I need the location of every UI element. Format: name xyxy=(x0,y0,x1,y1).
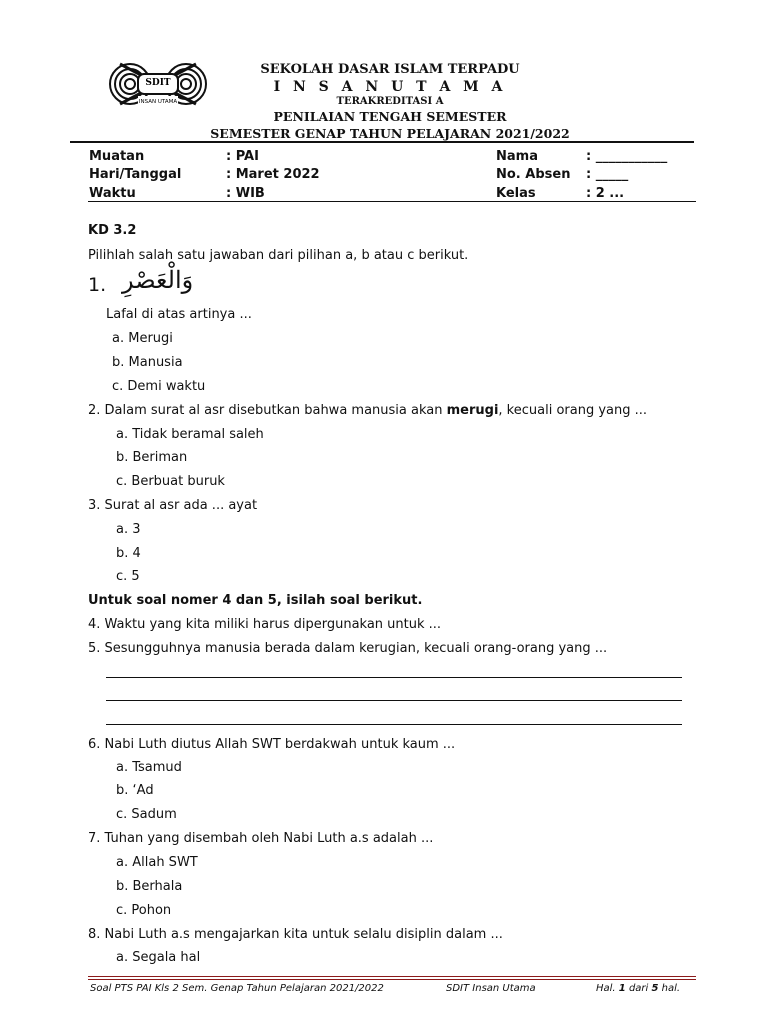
q6-option-b: b. ‘Ad xyxy=(116,783,154,798)
tanggal-label: Hari/Tanggal xyxy=(89,167,182,182)
logo-text-bottom: INSAN UTAMA xyxy=(138,99,178,105)
essay-instruction: Untuk soal nomer 4 dan 5, isilah soal berikut. xyxy=(88,593,423,608)
kd-label: KD 3.2 xyxy=(88,223,137,238)
answer-line xyxy=(106,700,682,701)
page-mid: dari xyxy=(625,983,652,994)
q7-option-c: c. Pohon xyxy=(116,903,172,918)
q2-text-before: 2. Dalam surat al asr disebutkan bahwa manusia akan xyxy=(88,403,447,418)
q3-option-a: a. 3 xyxy=(116,522,141,537)
instruction: Pilihlah salah satu jawaban dari pilihan a, b atau c berikut. xyxy=(88,248,469,263)
header-divider xyxy=(70,141,694,143)
q2-option-c: c. Berbuat buruk xyxy=(116,474,225,489)
nama-value: : ___________ xyxy=(586,149,668,164)
logo-text-top: SDIT xyxy=(145,78,171,88)
footer-divider xyxy=(88,976,696,977)
accreditation: TERAKREDITASI A xyxy=(336,96,444,107)
school-type: SEKOLAH DASAR ISLAM TERPADU xyxy=(260,62,520,77)
q2-text-bold: merugi xyxy=(446,403,499,418)
q8-option-a: a. Segala hal xyxy=(116,950,201,965)
q1-text: Lafal di atas artinya ... xyxy=(106,307,252,322)
q2-text xyxy=(88,403,647,418)
q3-text: 3. Surat al asr ada ... ayat xyxy=(88,498,258,513)
q5-text: 5. Sesungguhnya manusia berada dalam kerugian, kecuali orang-orang yang ... xyxy=(88,641,608,656)
q1-option-b: b. Manusia xyxy=(112,355,183,370)
q8-text: 8. Nabi Luth a.s mengajarkan kita untuk selalu disiplin dalam ... xyxy=(88,927,503,942)
muatan-value: : PAI xyxy=(226,149,259,164)
q6-text: 6. Nabi Luth diutus Allah SWT berdakwah untuk kaum ... xyxy=(88,737,456,752)
q1-arabic: وَالْعَصْرِ xyxy=(122,266,194,294)
q3-option-c: c. 5 xyxy=(116,569,140,584)
q7-text: 7. Tuhan yang disembah oleh Nabi Luth a.s adalah ... xyxy=(88,831,434,846)
footer-center: SDIT Insan Utama xyxy=(446,983,536,994)
q4-text: 4. Waktu yang kita miliki harus dipergunakan untuk ... xyxy=(88,617,442,632)
footer-left: Soal PTS PAI Kls 2 Sem. Genap Tahun Pelajaran 2021/2022 xyxy=(90,983,384,994)
waktu-label: Waktu xyxy=(89,186,136,201)
school-logo xyxy=(108,56,208,112)
q7-option-b: b. Berhala xyxy=(116,879,183,894)
q3-option-b: b. 4 xyxy=(116,546,141,561)
page-total: 5 xyxy=(651,983,659,994)
semester-title: SEMESTER GENAP TAHUN PELAJARAN 2021/2022 xyxy=(210,126,570,141)
q7-option-a: a. Allah SWT xyxy=(116,855,198,870)
page-prefix: Hal. xyxy=(596,983,619,994)
waktu-value: : WIB xyxy=(226,186,265,201)
page-suffix: hal. xyxy=(658,983,681,994)
q1-option-c: c. Demi waktu xyxy=(112,379,206,394)
q6-option-c: c. Sadum xyxy=(116,807,177,822)
footer-page xyxy=(596,983,680,994)
kelas-value: : 2 ... xyxy=(586,186,625,201)
school-name: I N S A N U T A M A xyxy=(273,79,507,95)
q1-option-a: a. Merugi xyxy=(112,331,173,346)
kelas-label: Kelas xyxy=(496,186,536,201)
q2-option-a: a. Tidak beramal saleh xyxy=(116,427,264,442)
assessment-title: PENILAIAN TENGAH SEMESTER xyxy=(273,109,507,124)
absen-label: No. Absen xyxy=(496,167,571,182)
answer-line xyxy=(106,677,682,678)
absen-value: : _____ xyxy=(586,167,629,182)
q6-option-a: a. Tsamud xyxy=(116,760,182,775)
q2-text-after: , kecuali orang yang ... xyxy=(498,403,648,418)
tanggal-value: : Maret 2022 xyxy=(226,167,320,182)
info-divider xyxy=(88,201,696,202)
muatan-label: Muatan xyxy=(89,149,145,164)
answer-line xyxy=(106,724,682,725)
q1-number: 1. xyxy=(88,274,107,296)
footer-divider xyxy=(88,979,696,980)
q2-option-b: b. Beriman xyxy=(116,450,188,465)
nama-label: Nama xyxy=(496,149,538,164)
page-current: 1 xyxy=(618,983,626,994)
